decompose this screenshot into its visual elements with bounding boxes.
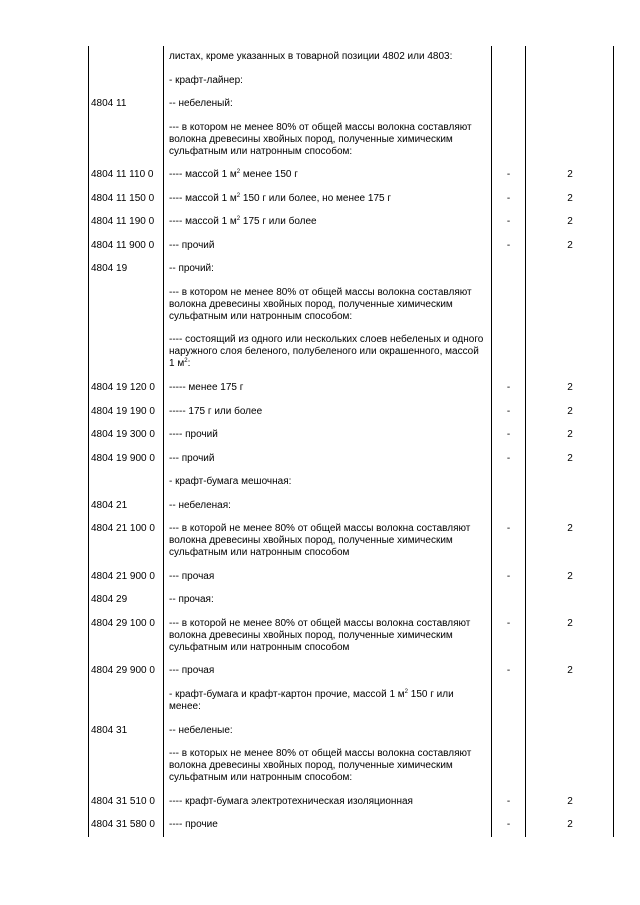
row-unit: -	[506, 169, 511, 180]
row-unit: -	[506, 796, 511, 807]
row-description: --- в котором не менее 80% от общей массы волокна составляют волокна древесины хвойных пород, полученные химическим сульфатным или натронным способом:	[169, 122, 472, 157]
row-code: 4804 31 510 0	[91, 796, 155, 807]
description-text: ---- массой 1 м	[169, 193, 237, 204]
row-rate: 2	[567, 819, 573, 830]
row-rate: 2	[567, 571, 573, 582]
row-rate: 2	[567, 796, 573, 807]
row-unit: -	[506, 523, 511, 534]
row-description: -- небеленая:	[169, 500, 231, 511]
column-divider	[88, 46, 89, 837]
row-rate: 2	[567, 382, 573, 393]
row-rate: 2	[567, 523, 573, 534]
row-description: -- небеленый:	[169, 98, 233, 109]
row-description	[169, 216, 487, 228]
row-code: 4804 11 900 0	[91, 240, 155, 251]
row-description: ---- прочий	[169, 429, 218, 440]
row-description	[169, 193, 487, 205]
row-unit: -	[506, 382, 511, 393]
description-text: ---- массой 1 м	[169, 169, 237, 180]
row-code: 4804 11 110 0	[91, 169, 154, 180]
row-rate: 2	[567, 193, 573, 204]
row-unit: -	[506, 453, 511, 464]
row-rate: 2	[567, 665, 573, 676]
row-unit: -	[506, 193, 511, 204]
row-description: -- прочая:	[169, 594, 214, 605]
row-unit: -	[506, 665, 511, 676]
row-rate: 2	[567, 216, 573, 227]
row-unit: -	[506, 216, 511, 227]
row-code: 4804 21	[91, 500, 128, 511]
row-description: ----- менее 175 г	[169, 382, 244, 393]
row-code: 4804 31	[91, 725, 128, 736]
row-description	[169, 689, 487, 713]
row-unit: -	[506, 240, 511, 251]
row-code: 4804 11 190 0	[91, 216, 155, 227]
row-code: 4804 19 300 0	[91, 429, 155, 440]
row-description: ----- 175 г или более	[169, 406, 263, 417]
row-code: 4804 29 100 0	[91, 618, 155, 629]
row-code: 4804 19	[91, 263, 128, 274]
row-unit: -	[506, 406, 511, 417]
row-unit: -	[506, 618, 511, 629]
row-code: 4804 29	[91, 594, 128, 605]
row-description	[169, 169, 487, 181]
row-code: 4804 29 900 0	[91, 665, 155, 676]
row-code: 4804 31 580 0	[91, 819, 155, 830]
superscript-exponent: 2	[404, 689, 408, 695]
row-description: --- прочий	[169, 240, 215, 251]
row-description: -- небеленые:	[169, 725, 233, 736]
row-description	[169, 334, 487, 370]
column-divider	[163, 46, 164, 837]
row-description: --- прочая	[169, 665, 215, 676]
row-code: 4804 11 150 0	[91, 193, 155, 204]
row-description: ---- крафт-бумага электротехническая изоляционная	[169, 796, 413, 807]
row-code: 4804 19 190 0	[91, 406, 155, 417]
column-divider	[525, 46, 526, 837]
row-unit: -	[506, 819, 511, 830]
description-text: ---- состоящий из одного или нескольких слоев небеленых и одного наружного слоя беленого, полубеленого или окрашенного, массой 1 м	[169, 334, 484, 369]
row-unit: -	[506, 571, 511, 582]
row-description: --- в которых не менее 80% от общей массы волокна составляют волокна древесины хвойных пород, полученные химическим сульфатным или натронным способом:	[169, 748, 472, 783]
description-text: 150 г или менее:	[169, 689, 454, 712]
row-rate: 2	[567, 618, 573, 629]
row-rate: 2	[567, 169, 573, 180]
row-description: --- прочий	[169, 453, 215, 464]
description-text: ---- массой 1 м	[169, 216, 237, 227]
column-divider	[613, 46, 614, 837]
row-rate: 2	[567, 429, 573, 440]
row-description: --- в которой не менее 80% от общей массы волокна составляют волокна древесины хвойных пород, полученные химическим сульфатным или натронным способом	[169, 618, 471, 653]
row-description: --- в котором не менее 80% от общей массы волокна составляют волокна древесины хвойных пород, полученные химическим сульфатным или натронным способом:	[169, 287, 472, 322]
row-description: ---- прочие	[169, 819, 218, 830]
row-code: 4804 21 900 0	[91, 571, 155, 582]
superscript-exponent: 2	[184, 358, 188, 364]
row-rate: 2	[567, 453, 573, 464]
row-unit: -	[506, 429, 511, 440]
row-code: 4804 19 900 0	[91, 453, 155, 464]
column-divider	[491, 46, 492, 837]
description-text: менее 150 г	[240, 169, 298, 180]
superscript-exponent: 2	[236, 169, 241, 175]
superscript-exponent: 2	[236, 216, 241, 222]
row-description: листах, кроме указанных в товарной позиции 4802 или 4803:	[169, 51, 453, 62]
row-code: 4804 11	[91, 98, 127, 109]
row-description: -- прочий:	[169, 263, 214, 274]
row-description: - крафт-бумага мешочная:	[169, 476, 292, 487]
row-description: --- в которой не менее 80% от общей массы волокна составляют волокна древесины хвойных пород, полученные химическим сульфатным или натронным способом	[169, 523, 471, 558]
description-text: 175 г или более	[240, 216, 317, 227]
row-code: 4804 19 120 0	[91, 382, 155, 393]
description-text: 150 г или более, но менее 175 г	[240, 193, 392, 204]
description-text: :	[187, 358, 191, 369]
row-description: - крафт-лайнер:	[169, 75, 243, 86]
description-text: - крафт-бумага и крафт-картон прочие, массой 1 м	[169, 689, 405, 700]
row-rate: 2	[567, 406, 573, 417]
row-rate: 2	[567, 240, 573, 251]
row-code: 4804 21 100 0	[91, 523, 155, 534]
superscript-exponent: 2	[236, 193, 241, 199]
row-description: --- прочая	[169, 571, 215, 582]
